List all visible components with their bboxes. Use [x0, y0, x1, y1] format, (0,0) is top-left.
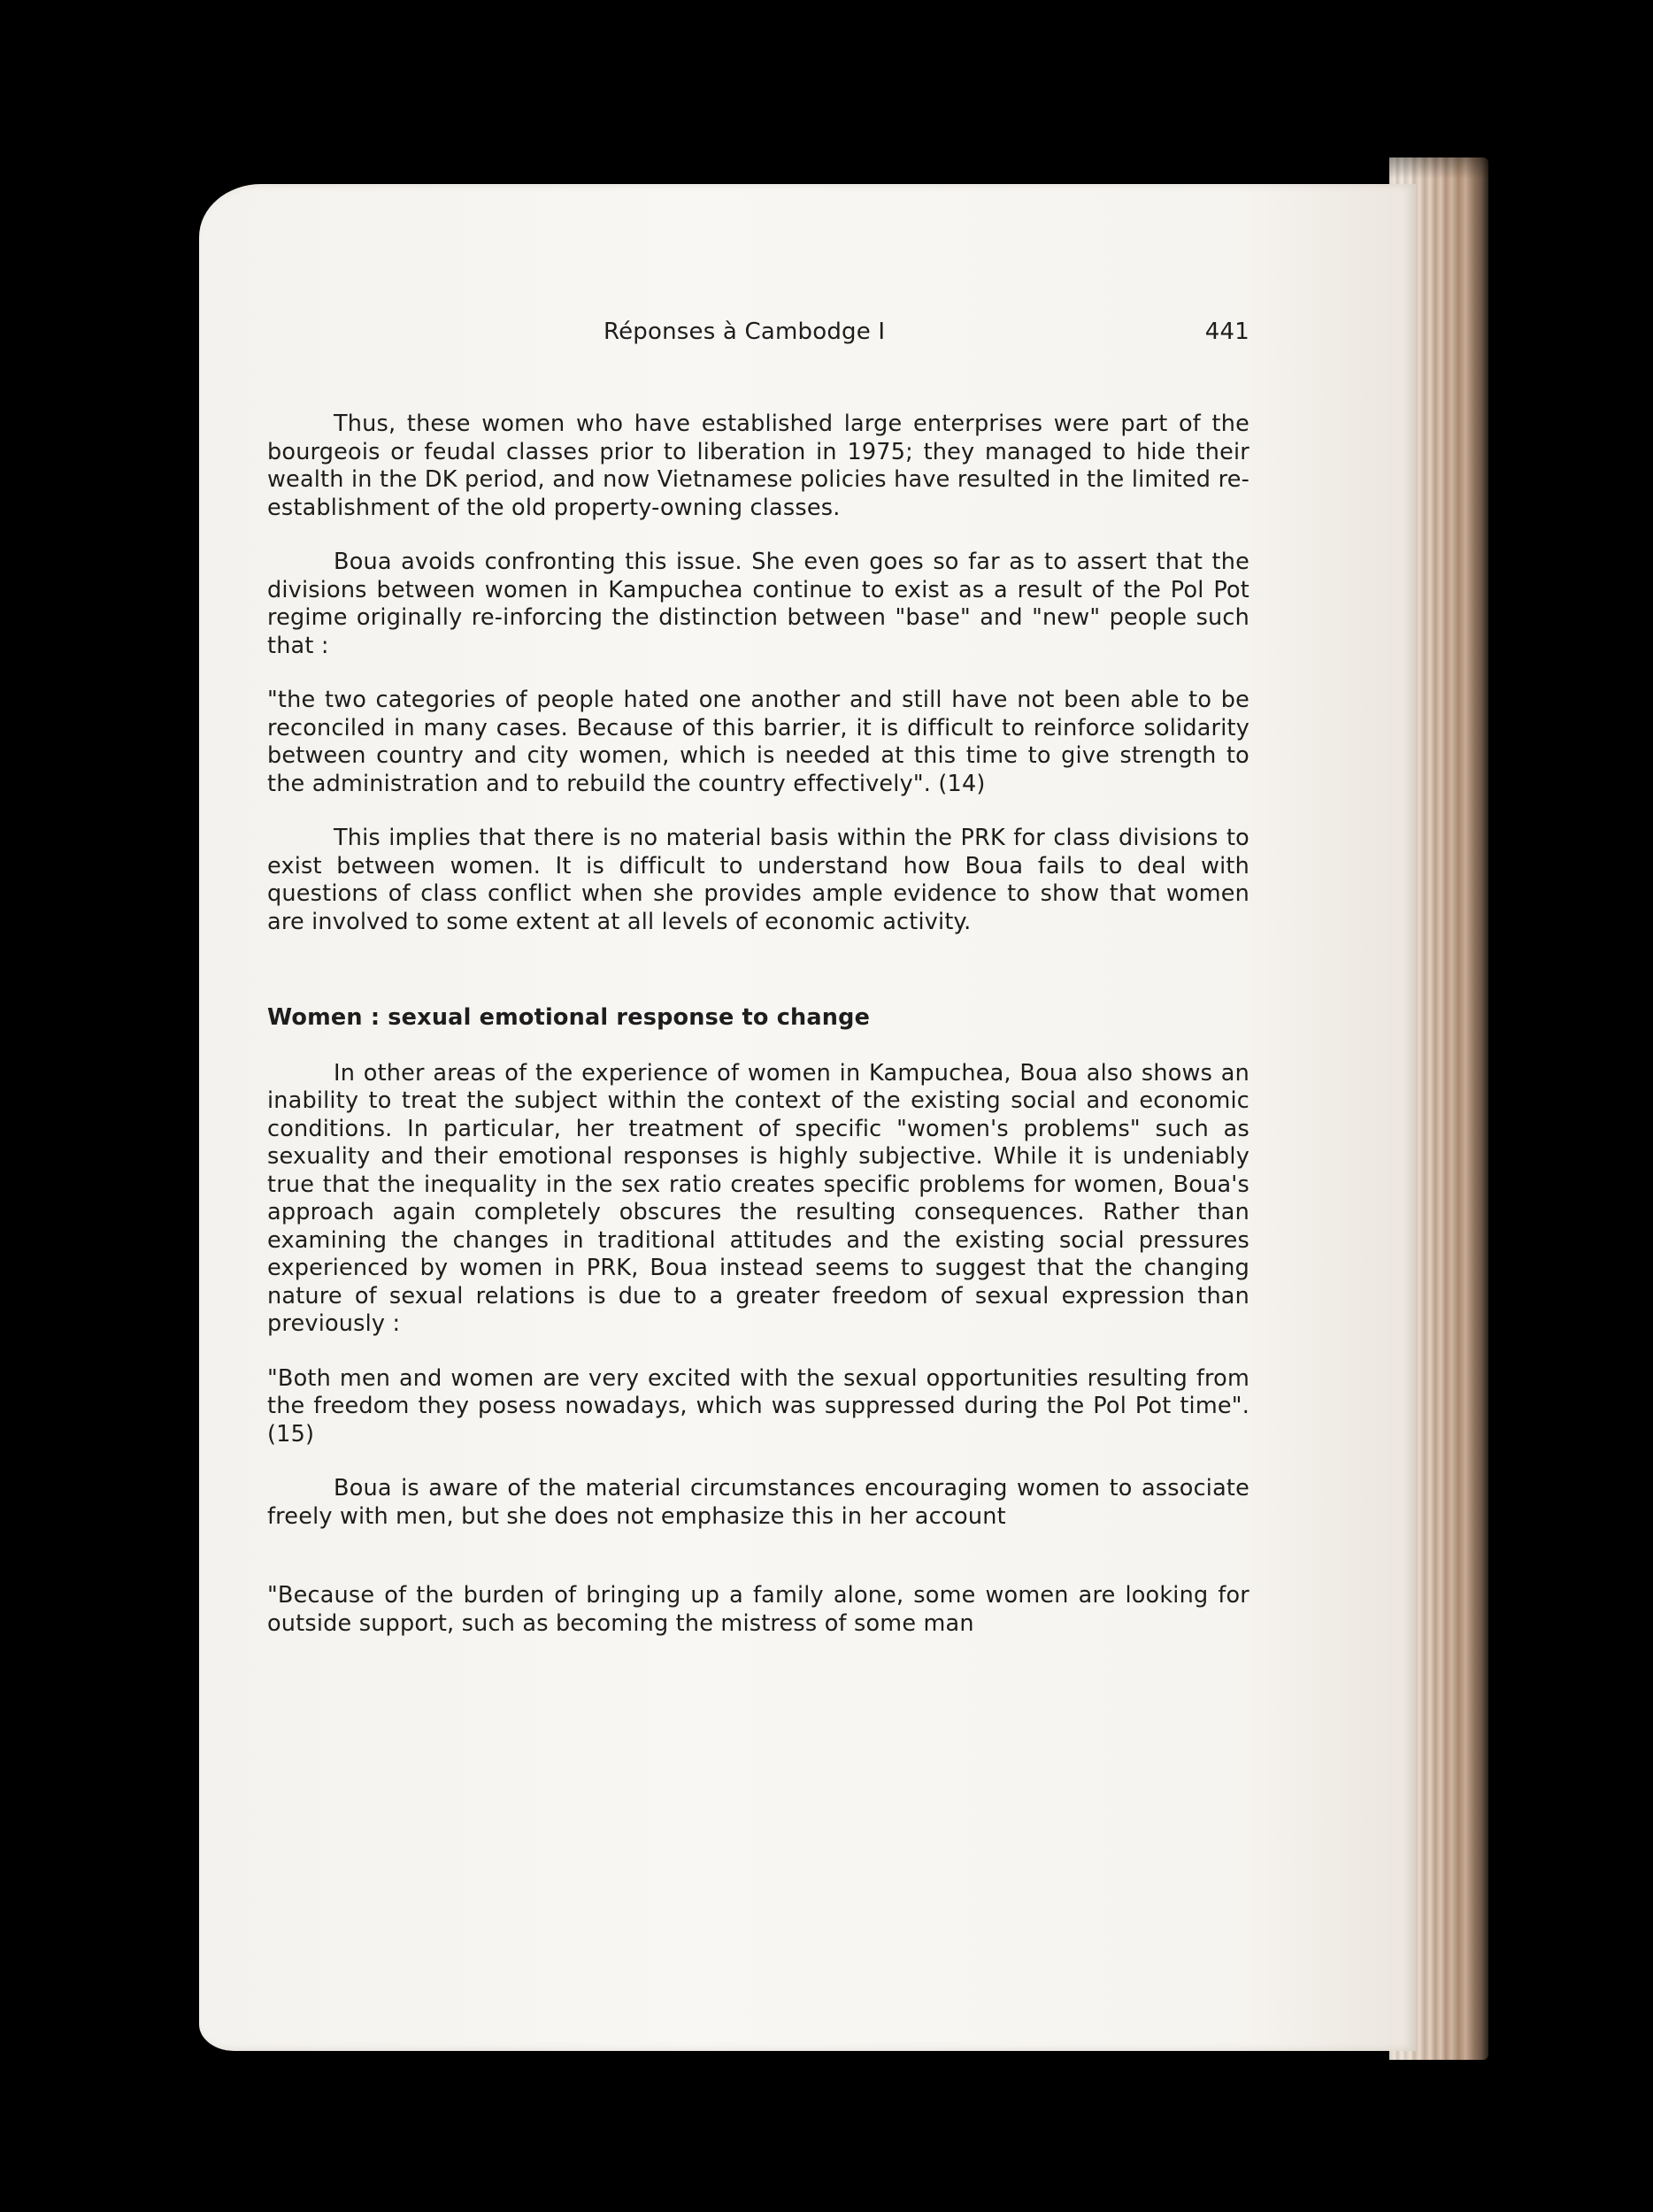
page-number: 441 [1204, 319, 1249, 345]
paragraph-4: In other areas of the experience of women in Kampuchea, Boua also shows an inability to treat the subject within the context of the existing social and economic conditions. In particular, her treatment of specific "women's problems" such as sexuality and their emotional responses is highly subjective. While it is undeniably true that the inequality in the sex ratio creates specific problems for women, Boua's approach again completely obscures the resulting consequences. Rather than examining the changes in traditional attitudes and the existing social pressures experienced by women in PRK, Boua instead seems to suggest that the changing nature of sexual relations is due to a greater freedom of sexual expression than previously : [267, 1059, 1249, 1337]
page-content [267, 319, 1249, 1638]
paragraph-1: Thus, these women who have established large enterprises were part of the bourgeois or feudal classes prior to liberation in 1975; they managed to hide their wealth in the DK period, and now Vietnamese policies have resulted in the limited re-establishment of the old property-owning classes. [267, 411, 1249, 521]
quote-1: "the two categories of people hated one another and still have not been able to be reconciled in many cases. Because of this barrier, it is difficult to reinforce solidarity between country and city women, which is needed at this time to give strength to the administration and to rebuild the country effectively". (14) [267, 687, 1249, 797]
quote-3: "Because of the burden of bringing up a family alone, some women are looking for outside support, such as becoming the mistress of some man [267, 1582, 1249, 1637]
section-heading: Women : sexual emotional response to change [267, 1004, 871, 1031]
paragraph-3: This implies that there is no material basis within the PRK for class divisions to exist between women. It is difficult to understand how Boua fails to deal with questions of class conflict when she provides ample evidence to show that women are involved to some extent at all levels of economic activity. [267, 825, 1249, 935]
quote-2: "Both men and women are very excited with the sexual opportunities resulting from the freedom they posess nowadays, which was suppressed during the Pol Pot time". (15) [267, 1364, 1249, 1448]
running-title: Réponses à Cambodge I [604, 319, 886, 345]
page-header [267, 319, 1249, 354]
paragraph-2: Boua avoids confronting this issue. She even goes so far as to assert that the divisions between women in Kampuchea continue to exist as a result of the Pol Pot regime originally re-inforcing the distinction between "base" and "new" people such that : [267, 549, 1249, 659]
paragraph-5: Boua is aware of the material circumstances encouraging women to associate freely with men, but she does not emphasize this in her account [267, 1475, 1249, 1530]
